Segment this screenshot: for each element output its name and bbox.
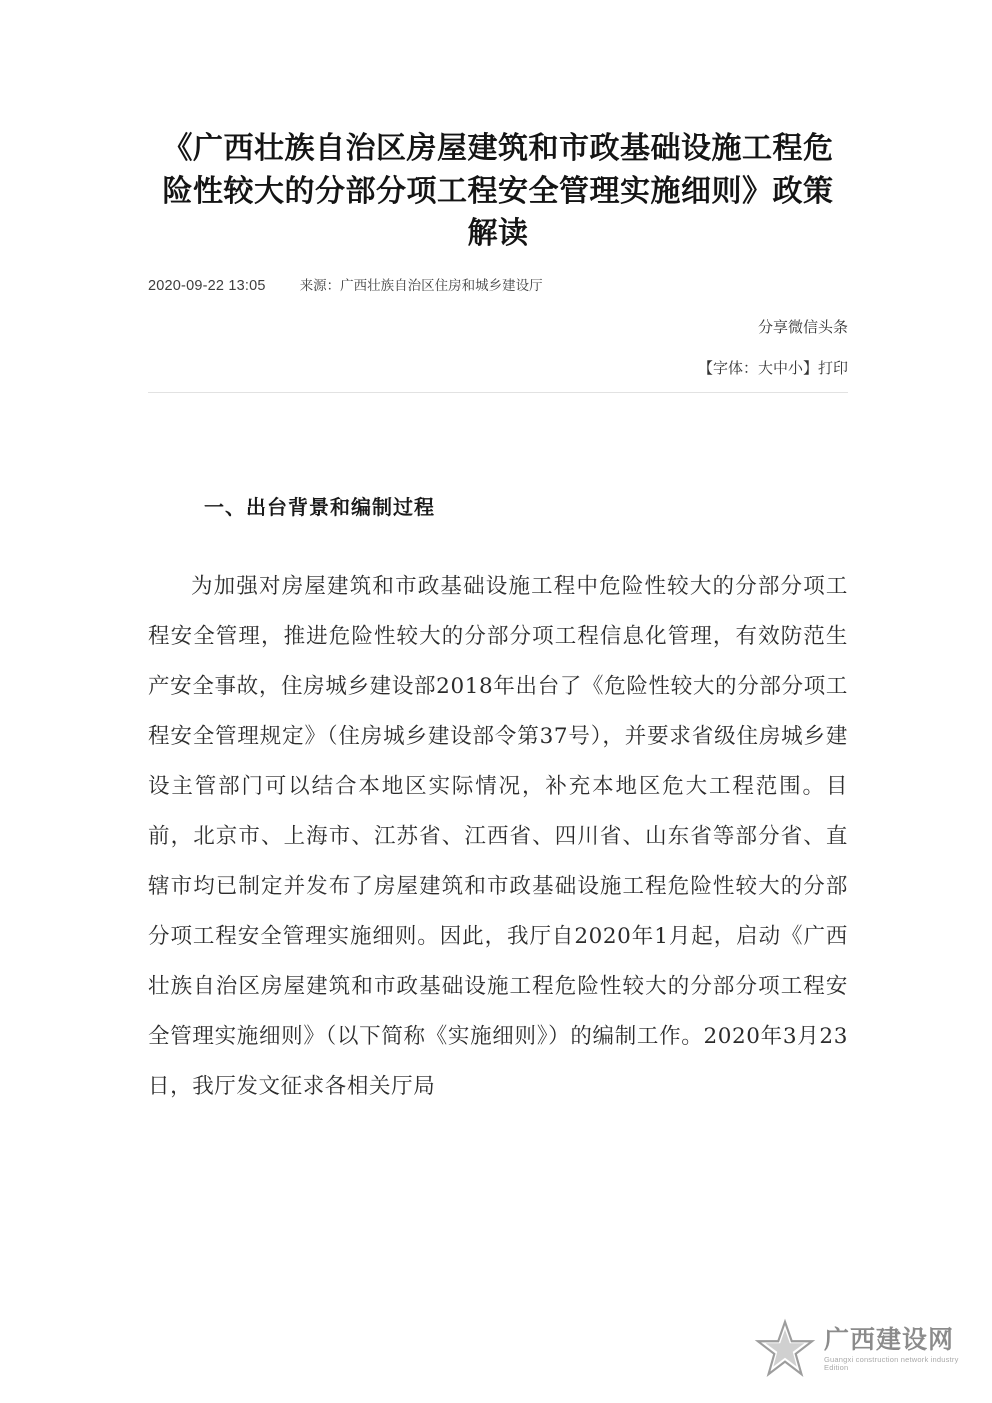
page-title: 《广西壮族自治区房屋建筑和市政基础设施工程危险性较大的分部分项工程安全管理实施细则》政策解读 <box>162 131 834 252</box>
article-source: 来源：广西壮族自治区住房和城乡建设厅 <box>299 277 543 293</box>
star-icon <box>754 1318 816 1380</box>
site-watermark <box>754 1313 974 1385</box>
share-bar <box>148 316 848 337</box>
article-container <box>148 0 848 1133</box>
print-button[interactable]: 打印 <box>817 359 848 377</box>
watermark-name-en: Guangxi construction network industry Edition <box>824 1355 959 1373</box>
section-heading-1: 一、出台背景和编制过程 <box>204 494 435 519</box>
share-link[interactable]: 分享微信头条 <box>757 318 848 336</box>
publish-date: 2020-09-22 13:05 <box>148 277 266 294</box>
article-meta <box>148 274 848 294</box>
article-body <box>148 491 848 1112</box>
fontsize-print-bar <box>148 357 848 393</box>
paragraph-1: 为加强对房屋建筑和市政基础设施工程中危险性较大的分部分项工程安全管理，推进危险性较大的分部分项工程信息化管理，有效防范生产安全事故，住房城乡建设部2018年出台了《危险性较大的分部分项工程安全管理规定》（住房城乡建设部令第37号），并要求省级住房城乡建设主管部门可以结合本地区实际情况，补充本地区危大工程范围。目前，北京市、上海市、江苏省、江西省、四川省、山东省等部分省、直辖市均已制定并发布了房屋建筑和市政基础设施工程危险性较大的分部分项工程安全管理实施细则。因此，我厅自2020年1月起，启动《广西壮族自治区房屋建筑和市政基础设施工程危险性较大的分部分项工程安全管理实施细则》（以下简称《实施细则》）的编制工作。2020年3月23日，我厅发文征求各相关厅局 <box>148 573 848 1099</box>
watermark-text <box>824 1326 974 1373</box>
watermark-name-cn: 广西建设网 <box>824 1324 955 1354</box>
font-size-selector[interactable]: 【字体：大中小】 <box>697 359 818 377</box>
